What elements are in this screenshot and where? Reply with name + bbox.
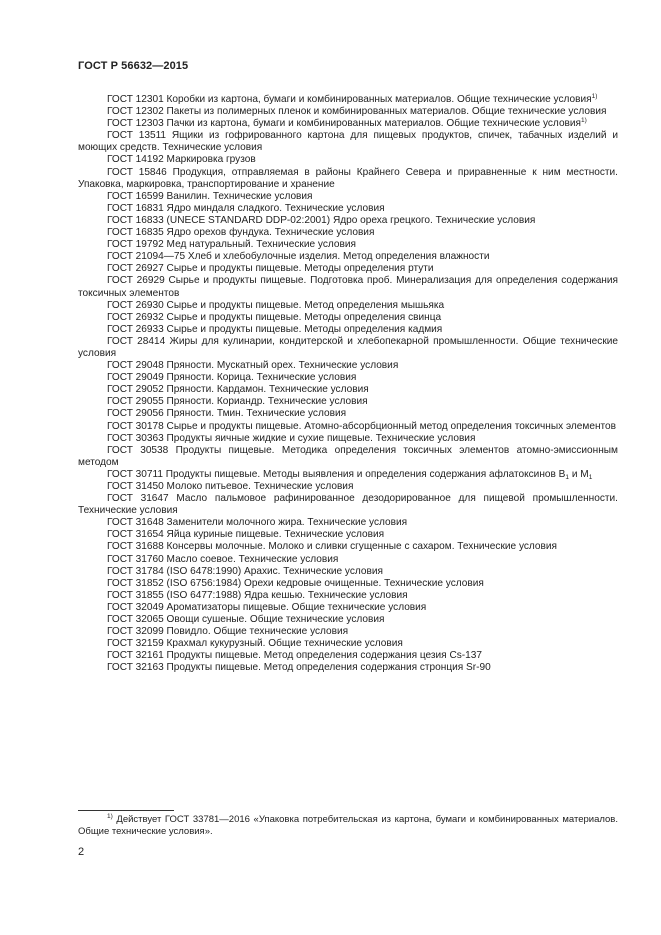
page-number: 2 — [78, 846, 85, 858]
reference-item — [78, 106, 618, 118]
reference-item — [78, 650, 618, 662]
reference-item — [78, 541, 618, 553]
reference-item — [78, 396, 618, 408]
reference-item — [78, 566, 618, 578]
reference-text: ГОСТ 19792 Мед натуральный. Технические условия — [107, 239, 356, 251]
reference-text: ГОСТ 21094—75 Хлеб и хлебобулочные изделия. Метод определения влажности — [107, 251, 490, 263]
reference-item — [78, 554, 618, 566]
reference-item — [78, 227, 618, 239]
reference-item — [78, 203, 618, 215]
reference-text: ГОСТ 16599 Ванилин. Технические условия — [107, 190, 313, 202]
footnote — [78, 814, 618, 838]
reference-item — [78, 384, 618, 396]
reference-item — [78, 481, 618, 493]
reference-text: ГОСТ 31647 Масло пальмовое рафинированное дезодорированное для пищевой промышленности. Технические условия — [78, 493, 618, 517]
reference-text: ГОСТ 30178 Сырье и продукты пищевые. Атомно-абсорбционный метод определения токсичных элементов — [107, 420, 617, 432]
reference-item — [78, 602, 618, 614]
reference-text: ГОСТ 26929 Сырье и продукты пищевые. Подготовка проб. Минерализация для определения содержания токсичных элементов — [78, 275, 618, 299]
reference-text: ГОСТ 31855 (ISO 6477:1988) Ядра кешью. Технические условия — [107, 589, 408, 601]
reference-item — [78, 517, 618, 529]
reference-text: ГОСТ 29055 Пряности. Кориандр. Технические условия — [107, 396, 368, 408]
footnote-reference-marker: 1) — [581, 117, 587, 125]
reference-item — [78, 445, 618, 469]
reference-text: ГОСТ 31450 Молоко питьевое. Технические условия — [107, 481, 354, 492]
reference-text: ГОСТ 29048 Пряности. Мускатный орех. Технические условия — [107, 360, 399, 372]
reference-text: ГОСТ 26927 Сырье и продукты пищевые. Методы определения ртути — [107, 263, 434, 275]
reference-item — [78, 336, 618, 360]
reference-item — [78, 614, 618, 626]
footnote-text: Действует ГОСТ 33781—2016 «Упаковка потребительская из картона, бумаги и комбинированных материалов. Общие технические условия». — [78, 814, 618, 837]
reference-text: ГОСТ 16835 Ядро орехов фундука. Технические условия — [107, 227, 375, 239]
reference-text: ГОСТ 31648 Заменители молочного жира. Технические условия — [107, 517, 408, 529]
reference-item — [78, 433, 618, 445]
footnote-separator — [78, 810, 174, 811]
normative-references-list — [78, 94, 618, 675]
reference-text: ГОСТ 16831 Ядро миндаля сладкого. Технические условия — [107, 202, 385, 214]
reference-item — [78, 662, 618, 674]
reference-item — [78, 312, 618, 324]
reference-item — [78, 251, 618, 263]
reference-text: ГОСТ 29049 Пряности. Корица. Технические условия — [107, 372, 357, 384]
reference-text: ГОСТ 16833 (UNECE STANDARD DDP-02:2001) Ядро ореха грецкого. Технические условия — [107, 214, 536, 226]
reference-text: ГОСТ 12301 Коробки из картона, бумаги и комбинированных материалов. Общие технические условия — [107, 94, 592, 105]
reference-text: ГОСТ 29056 Пряности. Тмин. Технические условия — [107, 408, 347, 420]
subscript: 1 — [565, 473, 570, 481]
reference-item — [78, 118, 618, 130]
reference-item — [78, 167, 618, 191]
reference-text: ГОСТ 31654 Яйца куриные пищевые. Технические условия — [107, 529, 385, 541]
reference-item — [78, 360, 618, 372]
reference-text: ГОСТ 12303 Пачки из картона, бумаги и комбинированных материалов. Общие технические условия — [107, 118, 582, 130]
reference-item — [78, 130, 618, 154]
reference-item — [78, 239, 618, 251]
reference-text: ГОСТ 31784 (ISO 6478:1990) Арахис. Технические условия — [107, 565, 383, 577]
reference-item — [78, 493, 618, 517]
reference-text: ГОСТ 32065 Овощи сушеные. Общие технические условия — [107, 614, 385, 626]
reference-item — [78, 590, 618, 602]
reference-text: ГОСТ 28414 Жиры для кулинарии, кондитерской и хлебопекарной промышленности. Общие технические условия — [78, 335, 618, 359]
reference-text-continued: и M — [569, 468, 589, 480]
reference-item — [78, 421, 618, 433]
reference-text: ГОСТ 29052 Пряности. Кардамон. Технические условия — [107, 384, 369, 396]
subscript: 1 — [588, 473, 593, 481]
reference-text: ГОСТ 15846 Продукция, отправляемая в районы Крайнего Севера и приравненные к ним местности. Упаковка, маркировка, транспортирование и хранение — [78, 166, 618, 190]
reference-text: ГОСТ 26933 Сырье и продукты пищевые. Методы определения кадмия — [107, 323, 443, 335]
reference-text: ГОСТ 26932 Сырье и продукты пищевые. Методы определения свинца — [107, 311, 442, 323]
reference-text: ГОСТ 31760 Масло соевое. Технические условия — [107, 553, 339, 565]
reference-item — [78, 94, 618, 106]
reference-text: ГОСТ 32163 Продукты пищевые. Метод определения содержания стронция Sr-90 — [107, 662, 491, 674]
reference-text: ГОСТ 13511 Ящики из гофрированного картона для пищевых продуктов, спичек, табачных изделий и моющих средств. Технические условия — [78, 130, 618, 154]
reference-text: ГОСТ 30711 Продукты пищевые. Методы выявления и определения содержания афлатоксинов B — [107, 468, 566, 480]
reference-text: ГОСТ 31852 (ISO 6756:1984) Орехи кедровые очищенные. Технические условия — [107, 577, 484, 589]
reference-text: ГОСТ 30538 Продукты пищевые. Методика определения токсичных элементов атомно-эмиссионным методом — [78, 444, 618, 468]
reference-text: ГОСТ 14192 Маркировка грузов — [107, 154, 256, 166]
reference-item — [78, 215, 618, 227]
reference-text: ГОСТ 26930 Сырье и продукты пищевые. Метод определения мышьяка — [107, 299, 445, 311]
document-header: ГОСТ Р 56632—2015 — [78, 60, 189, 72]
reference-item — [78, 408, 618, 420]
reference-item — [78, 372, 618, 384]
footnote-reference-marker: 1) — [591, 93, 598, 100]
reference-text: ГОСТ 32161 Продукты пищевые. Метод определения содержания цезия Cs-137 — [107, 650, 482, 662]
reference-item — [78, 300, 618, 312]
reference-item — [78, 275, 618, 299]
reference-text: ГОСТ 31688 Консервы молочные. Молоко и сливки сгущенные с сахаром. Технические условия — [107, 541, 558, 553]
reference-text: ГОСТ 32159 Крахмал кукурузный. Общие технические условия — [107, 638, 403, 650]
reference-item — [78, 263, 618, 275]
reference-item — [78, 578, 618, 590]
reference-text: ГОСТ 30363 Продукты яичные жидкие и сухие пищевые. Технические условия — [107, 432, 476, 444]
reference-item — [78, 529, 618, 541]
reference-item — [78, 154, 618, 166]
reference-item — [78, 324, 618, 336]
reference-text: ГОСТ 12302 Пакеты из полимерных пленок и комбинированных материалов. Общие технические условия — [107, 106, 607, 118]
reference-item — [78, 469, 618, 481]
footnote-marker: 1) — [107, 813, 113, 820]
reference-text: ГОСТ 32049 Ароматизаторы пищевые. Общие технические условия — [107, 601, 427, 613]
reference-item — [78, 626, 618, 638]
reference-text: ГОСТ 32099 Повидло. Общие технические условия — [107, 626, 349, 638]
reference-item — [78, 191, 618, 203]
reference-item — [78, 638, 618, 650]
